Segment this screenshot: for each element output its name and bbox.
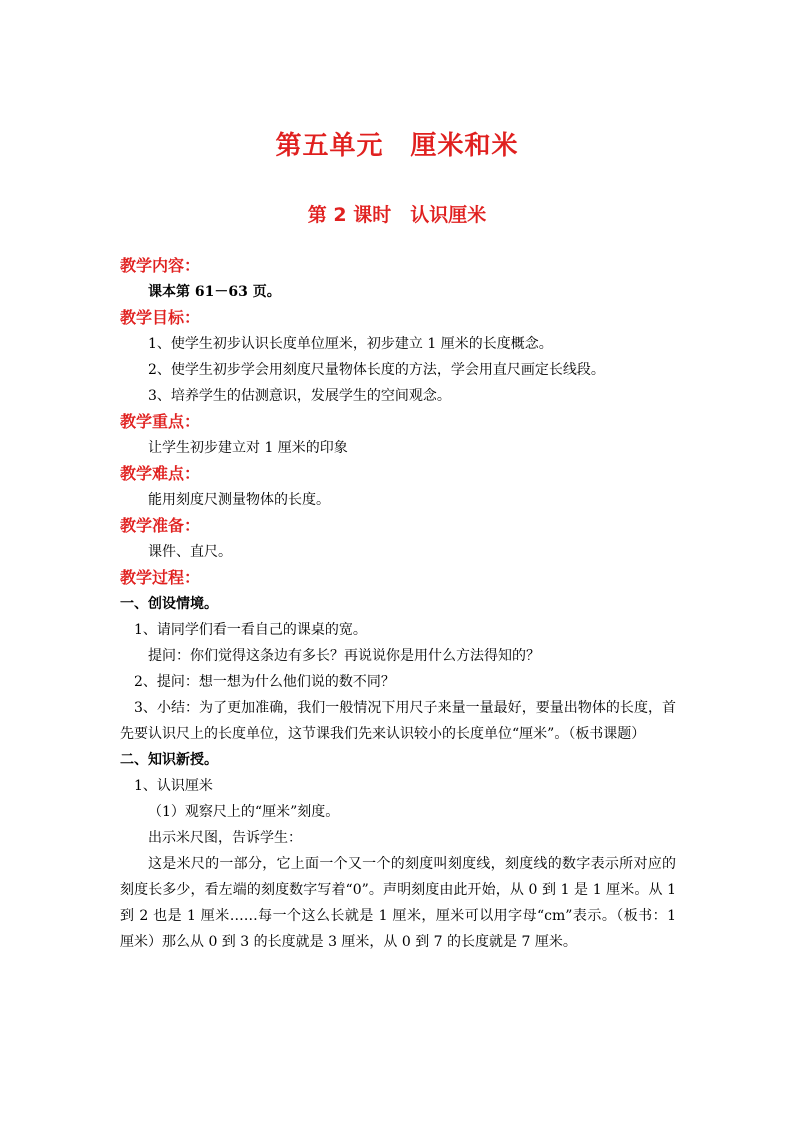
difficulty-text: 能用刻度尺测量物体的长度。 <box>148 492 330 508</box>
lesson-subtitle: 第 2 课时 认识厘米 <box>307 204 487 226</box>
content-heading: 教学内容： <box>120 256 201 275</box>
key-point-text: 让学生初步建立对 1 厘米的印象 <box>148 440 348 456</box>
document-title: 第五单元 厘米和米 <box>275 131 519 161</box>
part1-question: 提问：你们觉得这条边有多长？再说说你是用什么方法得知的？ <box>148 648 540 664</box>
part2-explanation: 这是米尺的一部分，它上面一个又一个的刻度叫刻度线，刻度线的数字表示所对应的刻度长多少，看左端的刻度数字写着“0”。声明刻度由此开始，从 0 到 1 是 1 厘米。从 1 到 2 也是 1 厘米……每一个这么长就是 1 厘米，厘米可以用字母“cm”表示。（板书：1 厘米）那么从 0 到 3 的长度就是 3 厘米，从 0 到 7 的长度就是 7 厘米。 <box>120 856 676 950</box>
part2-subitem: （1）观察尺上的“厘米”刻度。 <box>148 804 340 820</box>
part1-title: 一、创设情境。 <box>120 596 218 612</box>
lesson-content <box>120 253 676 955</box>
process-heading: 教学过程： <box>120 568 201 587</box>
goals-heading: 教学目标： <box>120 308 201 327</box>
part1-item: 2、提问：想一想为什么他们说的数不同？ <box>134 674 395 690</box>
part1-summary: 3、小结：为了更加准确，我们一般情况下用尺子来量一量最好，要量出物体的长度，首先要认识尺上的长度单位，这节课我们先来认识较小的长度单位“厘米”。（板书课题） <box>120 700 676 742</box>
goal-item: 2、使学生初步学会用刻度尺量物体长度的方法，学会用直尺画定长线段。 <box>148 362 605 378</box>
part2-show-text: 出示米尺图，告诉学生： <box>148 830 302 846</box>
goal-item: 3、培养学生的估测意识，发展学生的空间观念。 <box>148 388 451 404</box>
key-point-heading: 教学重点： <box>120 412 201 431</box>
part2-title: 二、知识新授。 <box>120 752 218 768</box>
content-text: 课本第 61－63 页。 <box>148 284 281 300</box>
difficulty-heading: 教学难点： <box>120 464 201 483</box>
preparation-text: 课件、直尺。 <box>148 544 232 560</box>
part1-item: 1、请同学们看一看自己的课桌的宽。 <box>134 622 367 638</box>
preparation-heading: 教学准备： <box>120 516 201 535</box>
part2-item: 1、认识厘米 <box>134 778 213 794</box>
goal-item: 1、使学生初步认识长度单位厘米，初步建立 1 厘米的长度概念。 <box>148 336 553 352</box>
